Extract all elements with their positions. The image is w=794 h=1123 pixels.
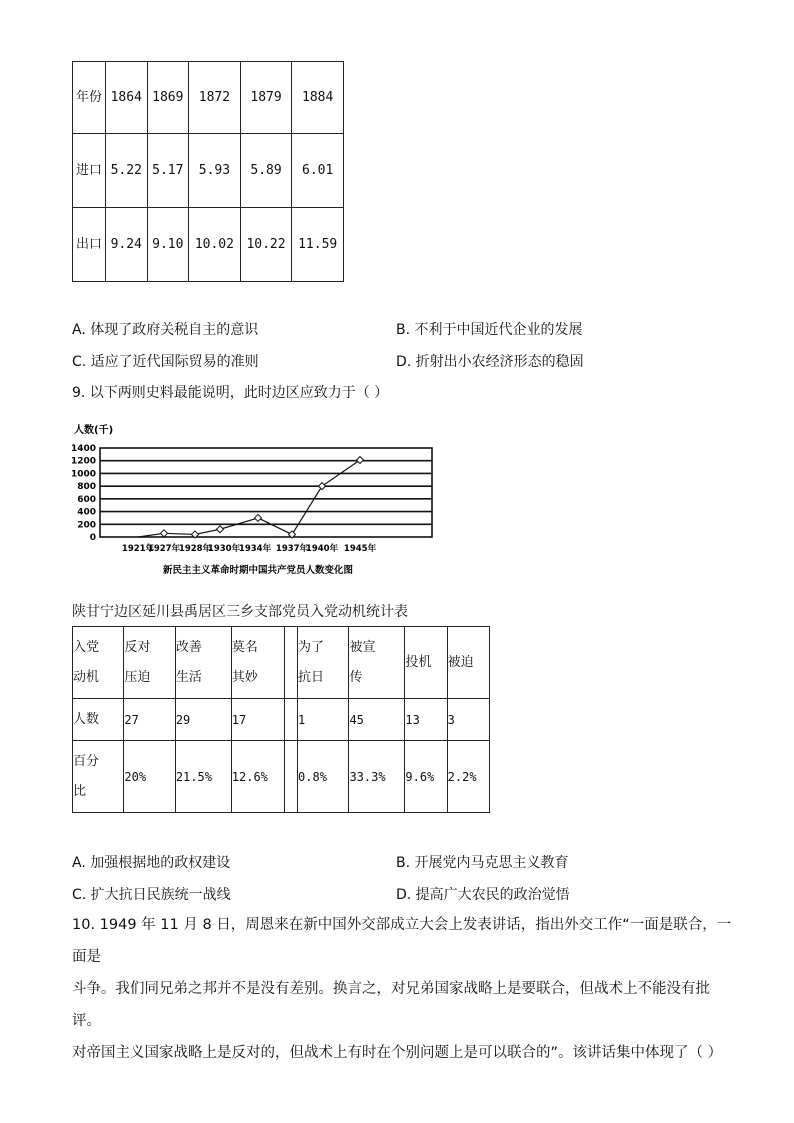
cell: 1879 — [240, 62, 292, 134]
header-cell: 被迫 — [447, 627, 489, 699]
percent-cell: 2.2% — [447, 741, 489, 813]
q10-line: 对帝国主义国家战略上是反对的，但战术上有时在个别问题上是可以联合的”。该讲话集中体现了（ ） — [72, 1045, 723, 1061]
cell: 1864 — [106, 62, 148, 134]
cell: 1869 — [147, 62, 189, 134]
count-cell: 3 — [447, 699, 489, 741]
y-tick-label: 800 — [77, 482, 96, 493]
y-tick-label: 1200 — [70, 456, 96, 467]
count-cell: 45 — [349, 699, 405, 741]
cell: 5.89 — [240, 134, 292, 208]
count-cell — [285, 699, 298, 741]
x-tick-label: 1928年 — [178, 544, 212, 554]
row-label-export: 出口 — [73, 208, 106, 282]
cell: 6.01 — [292, 134, 344, 208]
count-cell: 29 — [175, 699, 231, 741]
party-membership-chart — [60, 420, 450, 585]
percent-cell: 21.5% — [175, 741, 231, 813]
header-cell: 改善 生活 — [175, 627, 231, 699]
cell: 9.10 — [147, 208, 189, 282]
y-tick-label: 1400 — [70, 444, 96, 454]
data-point — [319, 483, 326, 490]
count-cell: 27 — [124, 699, 175, 741]
cell: 11.59 — [292, 208, 344, 282]
x-tick-label: 1927年 — [147, 544, 181, 554]
x-tick-label: 1937年 — [275, 544, 309, 554]
row-label-year: 年份 — [73, 62, 106, 134]
q8-option-c[interactable]: C. 适应了近代国际贸易的准则 — [72, 354, 259, 370]
data-point — [255, 514, 262, 521]
x-tick-label: 1930年 — [207, 544, 241, 554]
x-tick-label: 1934年 — [238, 544, 272, 554]
header-cell — [285, 627, 298, 699]
y-tick-label: 400 — [77, 507, 96, 518]
header-cell: 被宣 传 — [349, 627, 405, 699]
header-cell: 莫名 其妙 — [231, 627, 285, 699]
percent-cell: 12.6% — [231, 741, 285, 813]
cell: 1884 — [292, 62, 344, 134]
data-point — [217, 526, 224, 533]
trade-table — [72, 61, 344, 282]
x-tick-label: 1945年 — [343, 544, 377, 554]
motivation-table — [72, 626, 490, 813]
percent-cell: 0.8% — [298, 741, 349, 813]
q9-option-d[interactable]: D. 提高广大农民的政治觉悟 — [396, 887, 570, 903]
percent-cell: 20% — [124, 741, 175, 813]
percent-cell: 33.3% — [349, 741, 405, 813]
q10-line: 10. 1949 年 11 月 8 日，周恩来在新中国外交部成立大会上发表讲话，指出外交工作“一面是联合，一面是 — [72, 917, 732, 965]
cell: 5.93 — [189, 134, 241, 208]
cell: 9.24 — [106, 208, 148, 282]
count-label: 人数 — [73, 699, 124, 741]
cell: 10.22 — [240, 208, 292, 282]
cell: 5.17 — [147, 134, 189, 208]
q8-option-a[interactable]: A. 体现了政府关税自主的意识 — [72, 322, 259, 338]
q9-table-title: 陕甘宁边区延川县禹居区三乡支部党员入党动机统计表 — [72, 604, 408, 620]
q9-option-b[interactable]: B. 开展党内马克思主义教育 — [396, 855, 569, 871]
data-point — [357, 457, 364, 464]
y-tick-label: 1000 — [70, 469, 96, 480]
percent-cell: 9.6% — [405, 741, 447, 813]
percent-label: 百分 比 — [73, 741, 124, 813]
cell: 1872 — [189, 62, 241, 134]
y-axis-label: 人数(千) — [74, 425, 114, 436]
count-cell: 13 — [405, 699, 447, 741]
x-tick-label: 1921年 — [121, 544, 155, 554]
y-tick-label: 200 — [77, 520, 96, 531]
data-point — [161, 530, 168, 537]
count-cell: 17 — [231, 699, 285, 741]
y-tick-label: 0 — [89, 533, 96, 543]
q10-line: 斗争。我们同兄弟之邦并不是没有差别。换言之，对兄弟国家战略上是要联合，但战术上不能没有批评。 — [72, 981, 710, 1029]
row-label-import: 进口 — [73, 134, 106, 208]
percent-cell — [285, 741, 298, 813]
count-cell: 1 — [298, 699, 349, 741]
y-tick-label: 600 — [77, 494, 96, 505]
header-cell: 为了 抗日 — [298, 627, 349, 699]
q8-option-d[interactable]: D. 折射出小农经济形态的稳固 — [396, 354, 584, 370]
header-cell: 投机 — [405, 627, 447, 699]
header-cell: 反对 压迫 — [124, 627, 175, 699]
q9-stem: 9. 以下两则史料最能说明，此时边区应致力于（ ） — [72, 385, 389, 401]
q10-text — [72, 909, 732, 1069]
q8-option-b[interactable]: B. 不利于中国近代企业的发展 — [396, 322, 583, 338]
header-label: 入党 动机 — [73, 627, 124, 699]
q9-option-a[interactable]: A. 加强根据地的政权建设 — [72, 855, 231, 871]
chart-title: 新民主主义革命时期中国共产党员人数变化图 — [162, 565, 354, 576]
q9-option-c[interactable]: C. 扩大抗日民族统一战线 — [72, 887, 231, 903]
cell: 10.02 — [189, 208, 241, 282]
cell: 5.22 — [106, 134, 148, 208]
x-tick-label: 1940年 — [305, 544, 339, 554]
